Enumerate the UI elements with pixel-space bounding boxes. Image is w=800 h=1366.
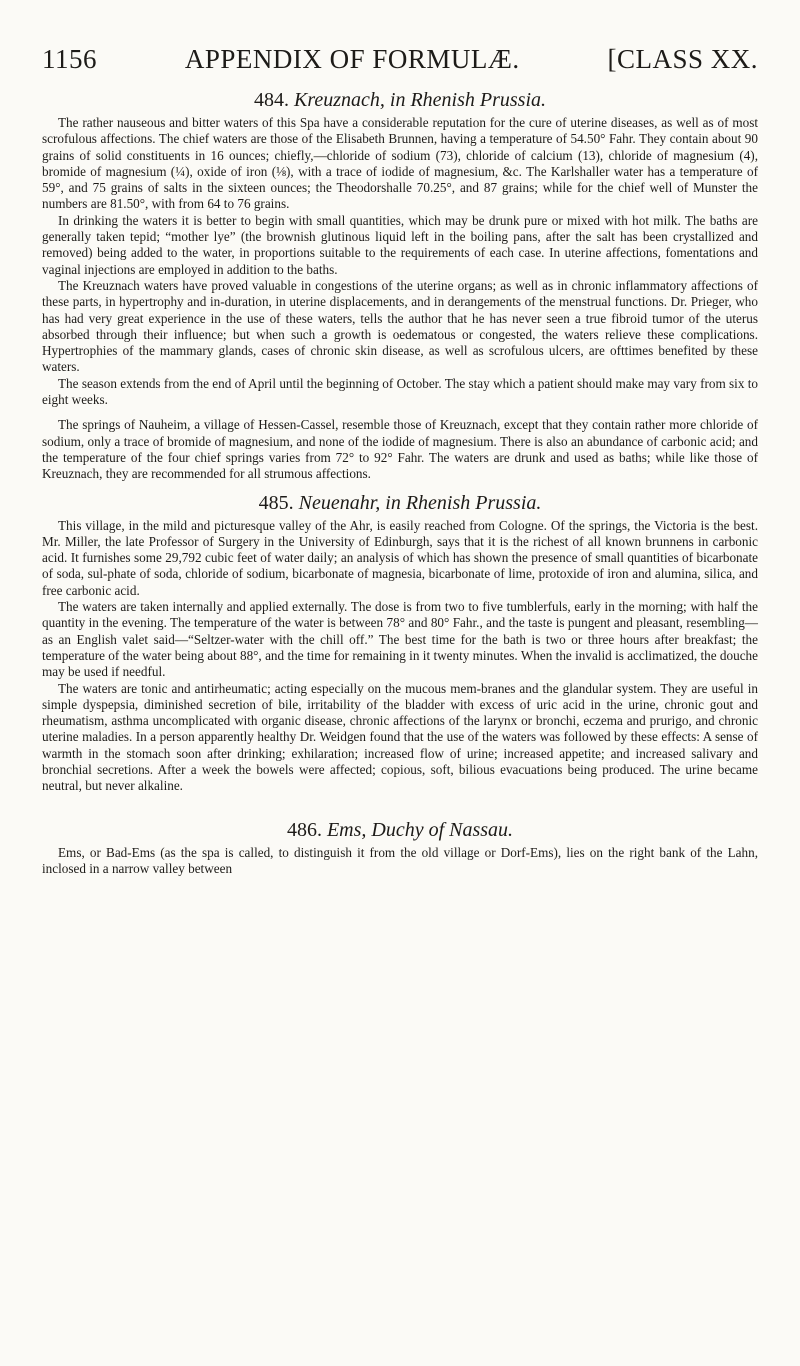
section-heading — [42, 819, 758, 842]
section-number: 486. — [286, 818, 322, 841]
class-label: [CLASS XX. — [607, 44, 758, 74]
section-title: Ems, Duchy of Nassau. — [326, 818, 514, 841]
section-title: Neuenahr, in Rhenish Prussia. — [298, 491, 542, 514]
section-486 — [42, 819, 758, 878]
paragraph: The rather nauseous and bitter waters of this Spa have a considerable reputation for the cure of uterine diseases, as well as of most scrofulous affections. The chief waters are those of the Elisabeth Brunnen, having a temperature of 54.50° Fahr. They contain about 90 grains of solid constituents in 16 ounces; chiefly,—chloride of sodium (73), chloride of calcium (13), chloride of magnesium (4), bromide of magnesium (¼), oxide of iron (⅛), with a trace of iodide of magnesium, &c. The Karlshaller water has a temperature of 59°, and 75 grains of salts in the sixteen ounces; the Theodorshalle 70.25°, and 87 grains; while for the chief well of Munster the numbers are 81.50°, with from 64 to 76 grains. — [42, 115, 758, 212]
paragraph: The Kreuznach waters have proved valuable in congestions of the uterine organs; as well as in chronic inflammatory affections of these parts, in hypertrophy and in-duration, in uterine displacements, and in derangements of the menstrual functions. Dr. Prieger, who has had very great experience in the use of these waters, tells the author that he has never seen a true fibroid tumor of the uterus absorbed through their influence; but when such a growth is oedematous or congested, the waters relieve these complications. Hypertrophies of the mammary glands, cases of chronic skin disease, as well as scrofulous ulcers, are ofttimes benefited by these waters. — [42, 277, 758, 375]
paragraph: The season extends from the end of April until the beginning of October. The stay which a patient should make may vary from six to eight weeks. — [42, 375, 758, 408]
section-heading — [42, 492, 758, 515]
page-number: 1156 — [42, 44, 97, 74]
paragraph: The waters are tonic and antirheumatic; acting especially on the mucous mem-branes and the glandular system. They are useful in simple dyspepsia, diminished secretion of bile, irritability of the bladder with excess of uric acid in the urine, chronic gout and rheumatism, asthma uncomplicated with organic disease, chronic affections of the larynx or bronchi, eczema and prurigo, and chronic uterine maladies. In a person apparently healthy Dr. Weidgen found that the use of the waters was followed by these effects: A sense of warmth in the stomach soon after drinking; exhilaration; increased flow of urine; increased appetite; and increased salivary and bronchial secretions. After a week the bowels were affected; copious, soft, bilious evacuations being produced. The urine became neutral, but never alkaline. — [42, 680, 758, 794]
section-number: 485. — [258, 491, 294, 514]
section-number: 484. — [253, 89, 289, 111]
paragraph: The springs of Nauheim, a village of Hessen-Cassel, resemble those of Kreuznach, except that they contain rather more chloride of sodium, only a trace of bromide of magnesium, and none of the iodide of magnesium. There is also an abundance of carbonic acid; and the temperature of the four chief springs varies from 72° to 92° Fahr. The waters are drunk and used as baths; while like those of Kreuznach, they are recommended for all strumous affections. — [42, 417, 758, 482]
section-485 — [42, 492, 758, 795]
section-title: Kreuznach, in Rhenish Prussia. — [293, 89, 547, 111]
section-484 — [42, 89, 758, 483]
paragraph: Ems, or Bad-Ems (as the spa is called, to distinguish it from the old village or Dorf-Ems), lies on the right bank of the Lahn, inclosed in a narrow valley between — [42, 844, 758, 876]
section-heading — [42, 89, 758, 112]
paragraph: In drinking the waters it is better to begin with small quantities, which may be drunk pure or mixed with hot milk. The baths are generally taken tepid; “mother lye” (the brownish glutinous liquid left in the boiling pans, after the salt has been crystallized and removed) being added to the water, in proportions suitable to the requirements of each case. In uterine affections, fomentations and vaginal injections are employed in addition to the baths. — [42, 212, 758, 277]
running-header — [42, 44, 758, 75]
paragraph: This village, in the mild and picturesque valley of the Ahr, is easily reached from Cologne. Of the springs, the Victoria is the best. Mr. Miller, the late Professor of Surgery in the University of Edinburgh, says that it is the richest of all known brunnens in carbonic acid. It furnishes some 29,792 cubic feet of water daily; an analysis of which has shown the presence of small quantities of bicarbonate of soda, sul-phate of soda, chloride of sodium, bicarbonate of magnesia, bicarbonate of lime, protoxide of iron and alumina, silica, and free carbonic acid. — [42, 517, 758, 598]
header-title: APPENDIX OF FORMULÆ. — [184, 44, 520, 74]
paragraph: The waters are taken internally and applied externally. The dose is from two to five tumblerfuls, early in the morning; with half the quantity in the evening. The temperature of the water is between 78° and 80° Fahr., and the taste is pungent and pleasant, resembling—as an English valet said—“Seltzer-water with the chill off.” The best time for the bath is two or three hours after breakfast; the temperature of the water being about 88°, and the time for remaining in it twenty minutes. When the invalid is acclimatized, the douche may be used if needful. — [42, 599, 758, 680]
